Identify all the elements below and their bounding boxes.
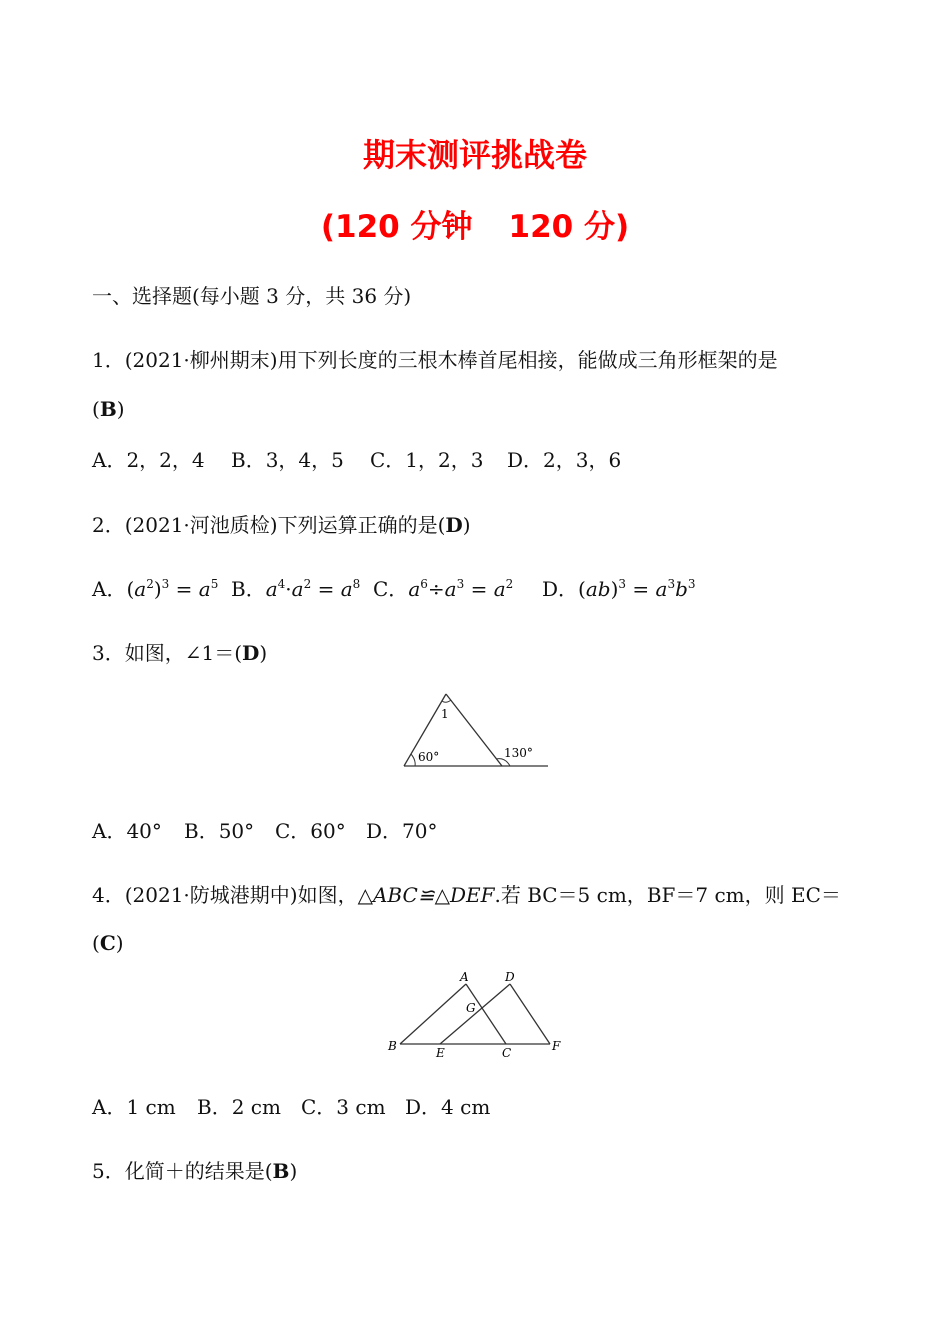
- question-text-then: 则: [764, 883, 791, 907]
- asked-ec: EC＝: [791, 883, 841, 907]
- section-heading: 一、选择题(每小题 3 分，共 36 分): [92, 284, 412, 308]
- question-2-stem: 2．(2021·河池质检)下列运算正确的是(D): [92, 513, 471, 537]
- question-5-stem: 5．化简＋的结果是(B): [92, 1159, 298, 1183]
- option-c: C．1，2，3: [370, 448, 484, 472]
- question-1-options: [92, 448, 621, 472]
- option-d: D．2，3，6: [507, 448, 622, 472]
- given-bc: BC＝5 cm，: [527, 883, 647, 907]
- subtitle-score: 120 分): [508, 209, 630, 245]
- angle-arc-60: [411, 754, 415, 766]
- question-text: 如图，∠1＝: [124, 641, 235, 665]
- question-text: 化简＋的结果是: [124, 1159, 265, 1183]
- option-a: A．$(a^2)^3 = a^5$: [92, 577, 219, 601]
- option-c: C．$a^6\div a^3 = a^2$: [373, 577, 514, 601]
- angle-label-60: 60°: [418, 750, 440, 764]
- option-c: C．3 cm: [301, 1095, 386, 1119]
- congruent-triangles-figure: [384, 968, 570, 1062]
- point-label-c: C: [502, 1046, 512, 1060]
- option-d: D．70°: [366, 819, 438, 843]
- triangle-figure: [398, 690, 554, 772]
- point-label-d: D: [505, 970, 515, 984]
- question-3-stem: 3．如图，∠1＝(D): [92, 641, 268, 665]
- answer-letter: B: [99, 397, 117, 421]
- option-a: A．1 cm: [92, 1095, 176, 1119]
- option-b: B．$a^4\cdot a^2 = a^8$: [231, 577, 361, 601]
- question-1-stem: [92, 348, 778, 372]
- angle-arc-1: [442, 700, 451, 702]
- question-1-answer: (B): [92, 397, 125, 421]
- question-number: 3．: [92, 641, 125, 665]
- question-4-answer: (C): [92, 931, 124, 955]
- triangle-side-right: [446, 694, 502, 766]
- page-subtitle: [0, 201, 950, 246]
- question-3-options: [92, 819, 437, 843]
- option-a: A．2，2，4: [92, 448, 205, 472]
- congruence-statement: △ABC≌△DEF: [357, 883, 495, 907]
- angle-label-1: 1: [441, 707, 449, 721]
- answer-letter: D: [445, 513, 463, 537]
- option-c: C．60°: [275, 819, 346, 843]
- given-bf: BF＝7 cm，: [646, 883, 765, 907]
- question-2-options: [92, 577, 696, 601]
- point-label-f: F: [552, 1039, 561, 1053]
- point-label-e: E: [436, 1046, 445, 1060]
- option-d: D．$(ab)^3 = a^3b^3$: [542, 577, 696, 601]
- option-d: D．4 cm: [405, 1095, 491, 1119]
- option-a: A．40°: [92, 819, 162, 843]
- point-label-a: A: [460, 970, 469, 984]
- question-4-stem: [92, 883, 841, 907]
- question-number: 2．: [92, 513, 125, 537]
- point-label-g: G: [466, 1001, 476, 1015]
- option-b: B．3，4，5: [231, 448, 344, 472]
- question-text-if: .若: [494, 883, 528, 907]
- question-text: (2021·防城港期中)如图，: [124, 883, 358, 907]
- answer-letter: D: [242, 641, 260, 665]
- question-number: 5．: [92, 1159, 125, 1183]
- answer-letter: B: [272, 1159, 290, 1183]
- question-number: 1．: [92, 348, 125, 372]
- segment-df: [510, 984, 550, 1044]
- subtitle-time: (120 分钟: [320, 209, 473, 245]
- option-b: B．50°: [184, 819, 255, 843]
- page-title: 期末测评挑战卷: [362, 136, 587, 174]
- question-number: 4．: [92, 883, 125, 907]
- question-4-options: [92, 1095, 490, 1119]
- question-text: (2021·柳州期末)用下列长度的三根木棒首尾相接，能做成三角形框架的是: [124, 348, 778, 372]
- point-label-b: B: [388, 1039, 397, 1053]
- answer-letter: C: [99, 931, 116, 955]
- question-text: (2021·河池质检)下列运算正确的是: [124, 513, 438, 537]
- option-b: B．2 cm: [197, 1095, 281, 1119]
- segment-ba: [400, 984, 466, 1044]
- angle-label-130: 130°: [504, 746, 533, 760]
